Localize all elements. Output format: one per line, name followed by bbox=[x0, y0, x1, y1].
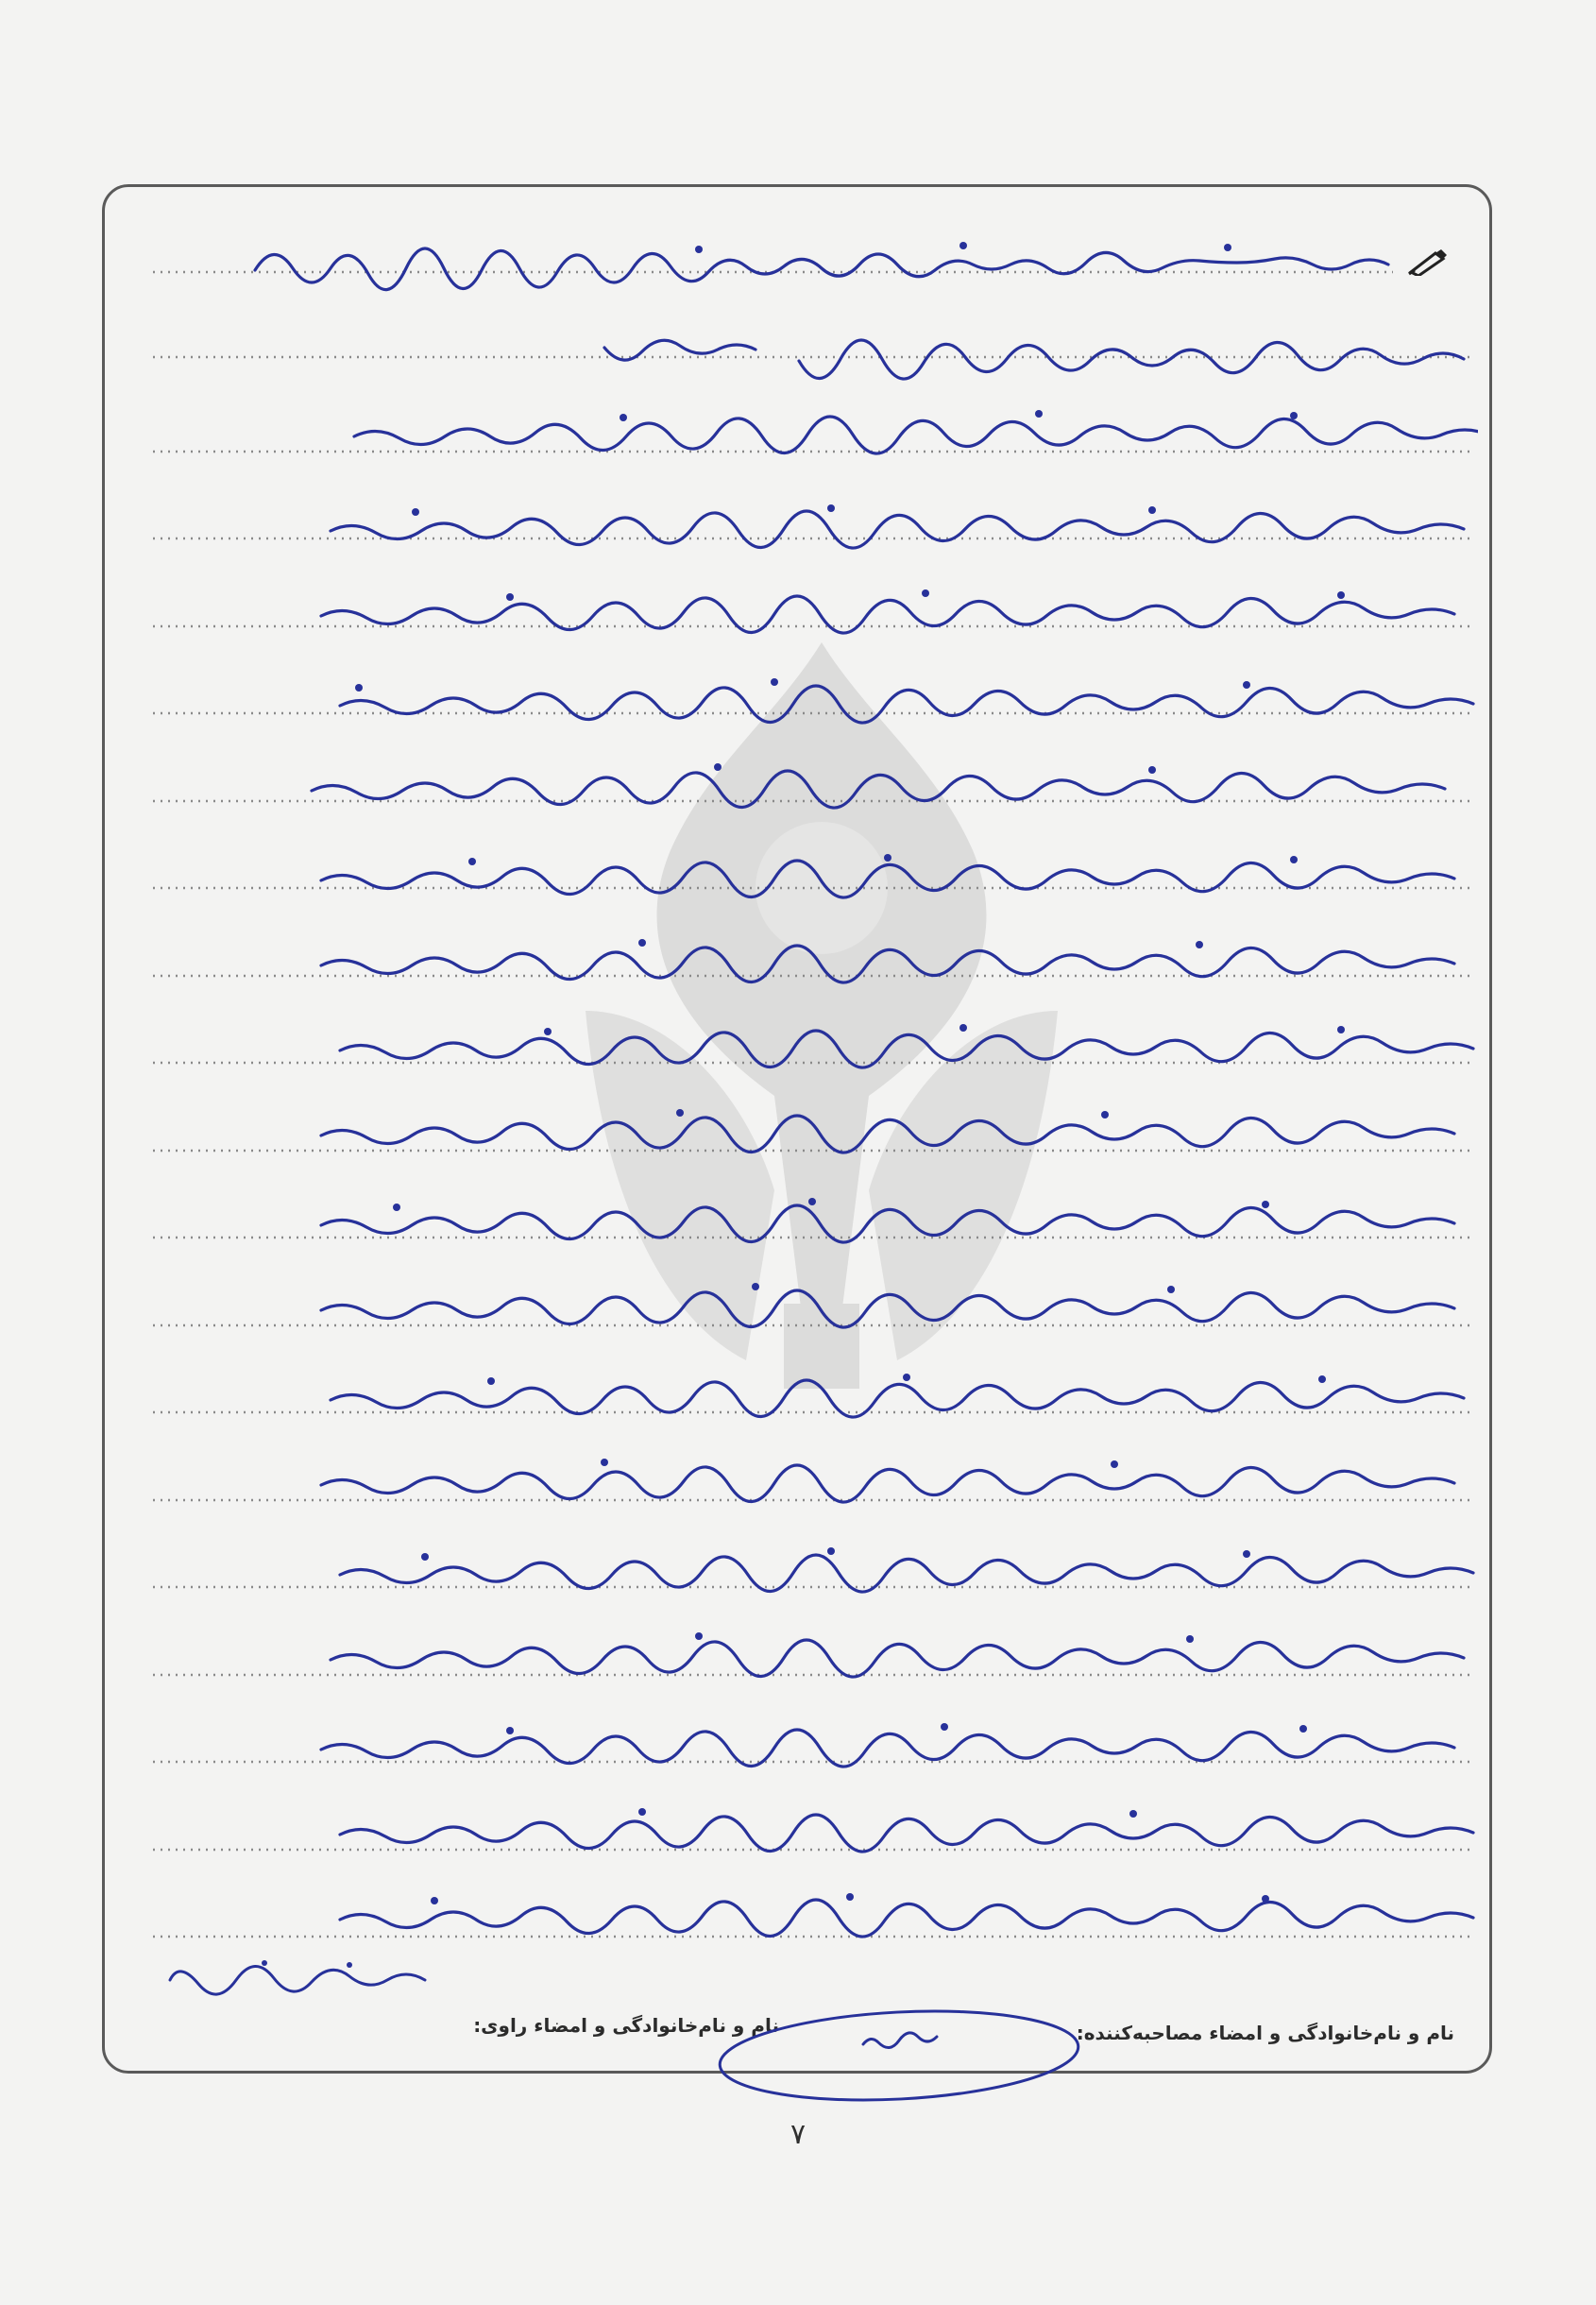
handwritten-text bbox=[113, 198, 1478, 2012]
narrator-signature-label: نام و نام‌خانوادگی و امضاء راوی: bbox=[473, 2014, 779, 2037]
interviewer-signature bbox=[710, 1999, 1088, 2105]
narrator-handwritten-name bbox=[161, 1952, 434, 2018]
page-number: ۷ bbox=[790, 2118, 806, 2151]
interviewer-signature-label: نام و نام‌خانوادگی و امضاء مصاحبه‌کننده: bbox=[1076, 2022, 1454, 2044]
